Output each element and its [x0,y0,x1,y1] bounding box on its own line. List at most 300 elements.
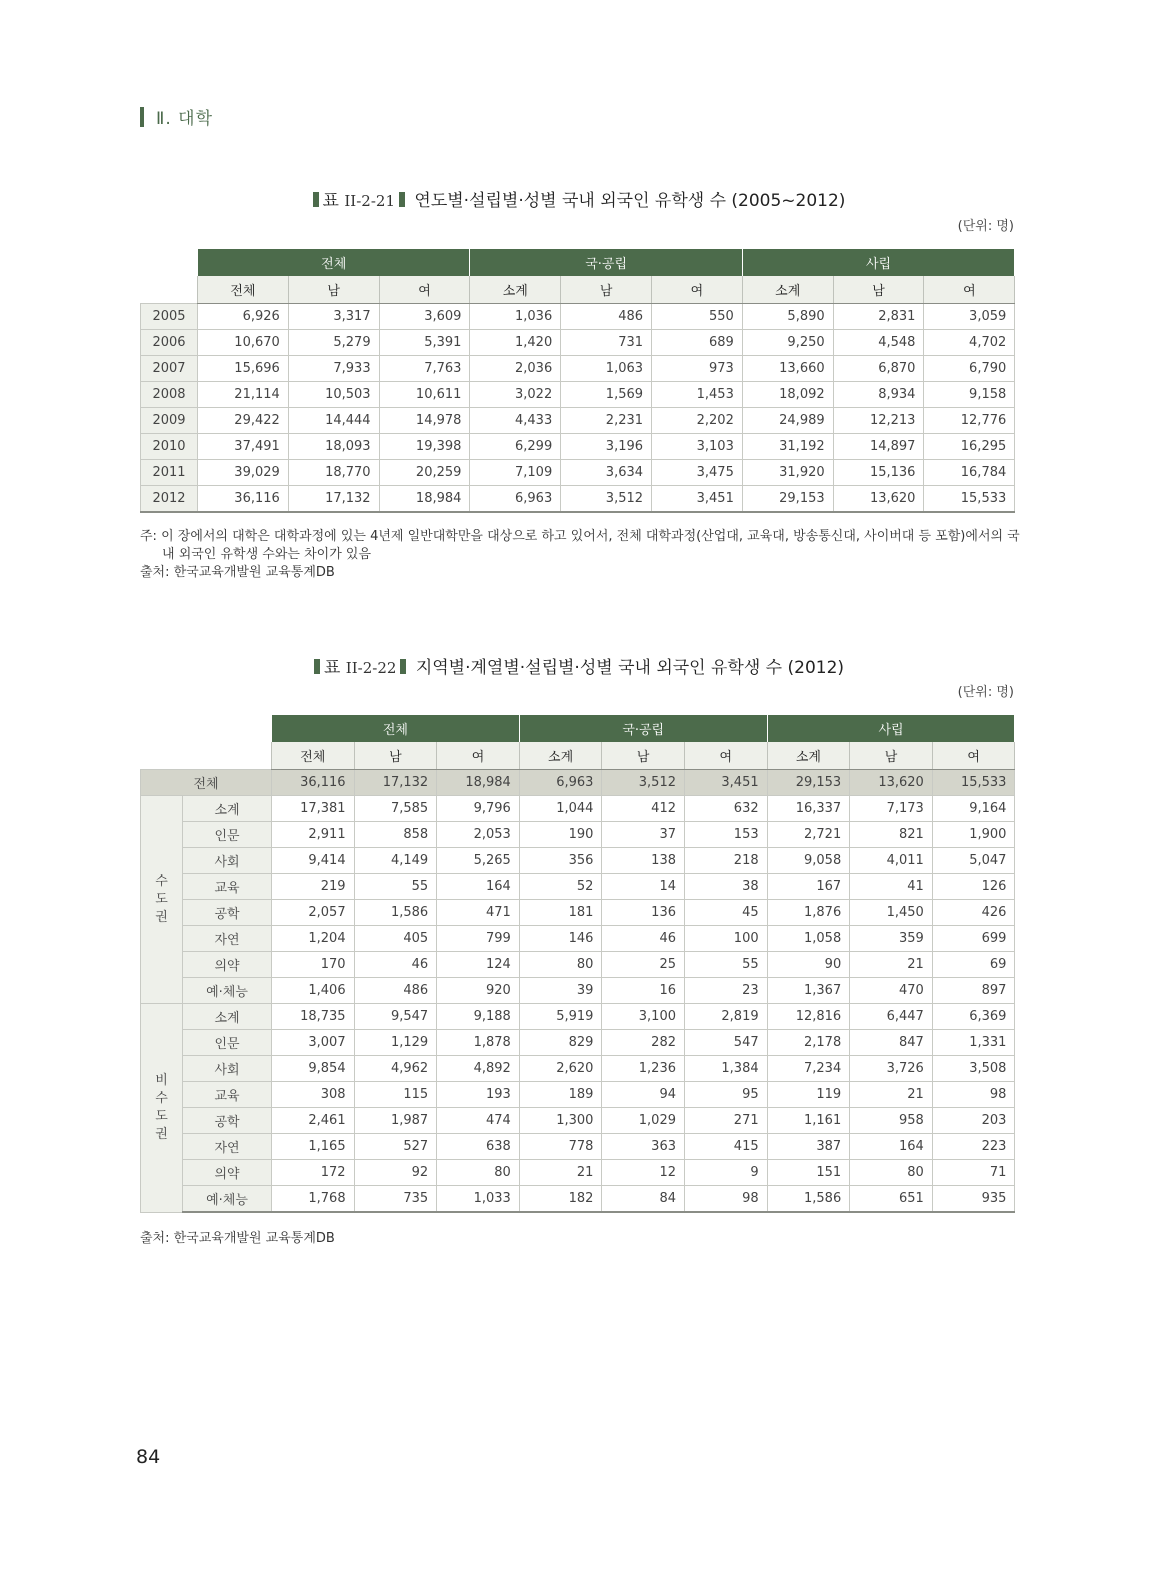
data-cell: 10,611 [379,382,470,408]
table1 [140,249,1015,513]
data-cell: 5,919 [519,1004,602,1030]
data-cell: 9,250 [742,330,833,356]
field-label-cell: 교육 [183,874,272,900]
data-cell: 6,447 [850,1004,933,1030]
data-cell: 3,059 [924,304,1015,330]
data-cell: 1,586 [767,1186,850,1213]
data-cell: 21 [850,952,933,978]
data-cell: 172 [272,1160,355,1186]
column-header: 소계 [767,742,850,770]
data-cell: 3,196 [561,434,652,460]
data-cell: 1,204 [272,926,355,952]
data-cell: 12,776 [924,408,1015,434]
field-label-cell: 의약 [183,952,272,978]
data-cell: 1,331 [932,1030,1015,1056]
note-line: 주: 이 장에서의 대학은 대학과정에 있는 4년제 일반대학만을 대상으로 하고 있어서, 전체 대학과정(산업대, 교육대, 방송통신대, 사이버대 등 포함)에서의 국 [140,529,1020,544]
title-marker-icon [313,192,319,207]
data-cell: 4,433 [470,408,561,434]
data-cell: 7,173 [850,796,933,822]
data-cell: 3,022 [470,382,561,408]
data-cell: 9,158 [924,382,1015,408]
table-row [141,486,1015,513]
data-cell: 124 [437,952,520,978]
field-label-cell: 소계 [183,1004,272,1030]
column-header: 소계 [519,742,602,770]
data-cell: 3,475 [652,460,743,486]
year-cell: 2005 [141,304,198,330]
data-cell: 271 [685,1108,768,1134]
data-cell: 1,586 [354,900,437,926]
table1-title-text: 연도별·설립별·성별 국내 외국인 유학생 수 (2005~2012) [414,191,846,211]
total-row [141,770,1015,796]
data-cell: 1,236 [602,1056,685,1082]
data-cell: 19,398 [379,434,470,460]
column-header: 여 [379,276,470,304]
title-marker-icon [314,659,320,674]
data-cell: 46 [354,952,437,978]
table-row [141,978,1015,1004]
data-cell: 4,548 [833,330,924,356]
data-cell: 9,414 [272,848,355,874]
data-cell: 15,533 [932,770,1015,796]
data-cell: 17,381 [272,796,355,822]
data-cell: 1,367 [767,978,850,1004]
data-cell: 23 [685,978,768,1004]
data-cell: 474 [437,1108,520,1134]
column-header: 전체 [198,276,289,304]
data-cell: 151 [767,1160,850,1186]
table-row [141,382,1015,408]
data-cell: 550 [652,304,743,330]
data-cell: 9,188 [437,1004,520,1030]
data-cell: 13,620 [850,770,933,796]
data-cell: 1,900 [932,822,1015,848]
data-cell: 282 [602,1030,685,1056]
data-cell: 21 [519,1160,602,1186]
data-cell: 7,109 [470,460,561,486]
data-cell: 31,920 [742,460,833,486]
data-cell: 3,007 [272,1030,355,1056]
data-cell: 1,450 [850,900,933,926]
group-header: 사립 [767,715,1015,742]
table-row [141,900,1015,926]
data-cell: 1,063 [561,356,652,382]
data-cell: 9,796 [437,796,520,822]
data-cell: 3,726 [850,1056,933,1082]
data-cell: 2,178 [767,1030,850,1056]
data-cell: 4,149 [354,848,437,874]
table2-title-prefix: 표 [323,658,341,678]
data-cell: 18,984 [437,770,520,796]
data-cell: 6,870 [833,356,924,382]
data-cell: 527 [354,1134,437,1160]
table2-subheader-row [141,742,1015,770]
data-cell: 6,963 [470,486,561,513]
data-cell: 136 [602,900,685,926]
data-cell: 735 [354,1186,437,1213]
table-row [141,796,1015,822]
data-cell: 12,213 [833,408,924,434]
data-cell: 6,963 [519,770,602,796]
title-marker-icon [400,659,406,674]
data-cell: 14 [602,874,685,900]
data-cell: 36,116 [272,770,355,796]
data-cell: 16,295 [924,434,1015,460]
data-cell: 39,029 [198,460,289,486]
data-cell: 7,234 [767,1056,850,1082]
data-cell: 356 [519,848,602,874]
data-cell: 470 [850,978,933,1004]
data-cell: 4,962 [354,1056,437,1082]
data-cell: 359 [850,926,933,952]
data-cell: 90 [767,952,850,978]
data-cell: 14,897 [833,434,924,460]
year-cell: 2008 [141,382,198,408]
data-cell: 138 [602,848,685,874]
data-cell: 632 [685,796,768,822]
data-cell: 651 [850,1186,933,1213]
table-row [141,926,1015,952]
data-cell: 46 [602,926,685,952]
data-cell: 3,512 [602,770,685,796]
data-cell: 731 [561,330,652,356]
data-cell: 6,299 [470,434,561,460]
year-cell: 2007 [141,356,198,382]
group-header: 국·공립 [470,249,742,276]
table-row [141,874,1015,900]
data-cell: 1,029 [602,1108,685,1134]
table1-group-row [141,249,1015,276]
field-label-cell: 공학 [183,900,272,926]
title-marker-icon [399,192,405,207]
table-row [141,1134,1015,1160]
data-cell: 7,763 [379,356,470,382]
table-row [141,460,1015,486]
data-cell: 1,878 [437,1030,520,1056]
column-header: 남 [354,742,437,770]
data-cell: 170 [272,952,355,978]
data-cell: 3,634 [561,460,652,486]
data-cell: 52 [519,874,602,900]
table2-title [140,653,1014,678]
data-cell: 3,103 [652,434,743,460]
data-cell: 5,265 [437,848,520,874]
data-cell: 3,451 [652,486,743,513]
table-row [141,1056,1015,1082]
column-header: 남 [288,276,379,304]
data-cell: 935 [932,1186,1015,1213]
data-cell: 80 [437,1160,520,1186]
data-cell: 38 [685,874,768,900]
data-cell: 4,892 [437,1056,520,1082]
data-cell: 37,491 [198,434,289,460]
data-cell: 17,132 [354,770,437,796]
data-cell: 18,984 [379,486,470,513]
data-cell: 2,053 [437,822,520,848]
note-line: 내 외국인 유학생 수와는 차이가 있음 [162,547,372,562]
data-cell: 1,165 [272,1134,355,1160]
data-cell: 1,161 [767,1108,850,1134]
table-row [141,408,1015,434]
data-cell: 405 [354,926,437,952]
year-cell: 2006 [141,330,198,356]
field-label-cell: 인문 [183,822,272,848]
column-header: 여 [685,742,768,770]
data-cell: 2,231 [561,408,652,434]
data-cell: 21,114 [198,382,289,408]
table2-group-row [141,715,1015,742]
data-cell: 164 [850,1134,933,1160]
data-cell: 5,047 [932,848,1015,874]
data-cell: 9,058 [767,848,850,874]
group-header: 전체 [272,715,520,742]
corner-cell [141,249,198,276]
table-row [141,1108,1015,1134]
region-cell [141,796,183,1004]
data-cell: 29,422 [198,408,289,434]
data-cell: 21 [850,1082,933,1108]
field-label-cell: 사회 [183,1056,272,1082]
table-row [141,952,1015,978]
data-cell: 84 [602,1186,685,1213]
data-cell: 219 [272,874,355,900]
section-title: Ⅱ. 대학 [156,109,214,129]
field-label-cell: 공학 [183,1108,272,1134]
data-cell: 119 [767,1082,850,1108]
data-cell: 2,461 [272,1108,355,1134]
table1-source: 출처: 한국교육개발원 교육통계DB [140,565,335,580]
data-cell: 4,011 [850,848,933,874]
data-cell: 182 [519,1186,602,1213]
table-row [141,1030,1015,1056]
data-cell: 24,989 [742,408,833,434]
data-cell: 799 [437,926,520,952]
data-cell: 95 [685,1082,768,1108]
year-cell: 2012 [141,486,198,513]
data-cell: 1,033 [437,1186,520,1213]
data-cell: 18,735 [272,1004,355,1030]
table1-note [140,528,1020,582]
field-label-cell: 자연 [183,926,272,952]
data-cell: 164 [437,874,520,900]
data-cell: 3,100 [602,1004,685,1030]
table-row [141,330,1015,356]
data-cell: 1,406 [272,978,355,1004]
data-cell: 12,816 [767,1004,850,1030]
table1-title-prefix: 표 [322,191,339,211]
data-cell: 12 [602,1160,685,1186]
data-cell: 203 [932,1108,1015,1134]
data-cell: 9 [685,1160,768,1186]
data-cell: 2,036 [470,356,561,382]
data-cell: 3,609 [379,304,470,330]
field-label-cell: 의약 [183,1160,272,1186]
data-cell: 193 [437,1082,520,1108]
data-cell: 7,933 [288,356,379,382]
data-cell: 223 [932,1134,1015,1160]
data-cell: 92 [354,1160,437,1186]
data-cell: 9,547 [354,1004,437,1030]
total-label-cell: 전체 [141,770,272,796]
data-cell: 2,819 [685,1004,768,1030]
data-cell: 45 [685,900,768,926]
table-row [141,822,1015,848]
data-cell: 15,696 [198,356,289,382]
data-cell: 14,978 [379,408,470,434]
table2-title-text: 지역별·계열별·설립별·성별 국내 외국인 유학생 수 (2012) [415,658,845,678]
section-header [140,104,213,129]
data-cell: 847 [850,1030,933,1056]
data-cell: 2,202 [652,408,743,434]
data-cell: 3,317 [288,304,379,330]
data-cell: 6,926 [198,304,289,330]
data-cell: 3,508 [932,1056,1015,1082]
data-cell: 5,279 [288,330,379,356]
year-cell: 2010 [141,434,198,460]
corner-cell [141,276,198,304]
year-cell: 2009 [141,408,198,434]
table2-title-number: II-2-22 [345,659,397,677]
data-cell: 486 [561,304,652,330]
data-cell: 15,136 [833,460,924,486]
data-cell: 6,369 [932,1004,1015,1030]
data-cell: 17,132 [288,486,379,513]
data-cell: 29,153 [742,486,833,513]
data-cell: 973 [652,356,743,382]
data-cell: 5,391 [379,330,470,356]
data-cell: 18,092 [742,382,833,408]
table-row [141,848,1015,874]
data-cell: 181 [519,900,602,926]
data-cell: 1,768 [272,1186,355,1213]
table2-source: 출처: 한국교육개발원 교육통계DB [140,1231,335,1246]
data-cell: 18,093 [288,434,379,460]
field-label-cell: 예·체능 [183,978,272,1004]
data-cell: 18,770 [288,460,379,486]
data-cell: 190 [519,822,602,848]
data-cell: 15,533 [924,486,1015,513]
data-cell: 1,569 [561,382,652,408]
year-cell: 2011 [141,460,198,486]
data-cell: 1,044 [519,796,602,822]
group-header: 국·공립 [519,715,767,742]
data-cell: 9,854 [272,1056,355,1082]
data-cell: 10,670 [198,330,289,356]
data-cell: 858 [354,822,437,848]
table2-unit: (단위: 명) [957,685,1014,700]
section-marker [140,107,144,127]
data-cell: 1,300 [519,1108,602,1134]
data-cell: 10,503 [288,382,379,408]
region-label: 비수도권 [155,1072,168,1142]
field-label-cell: 자연 [183,1134,272,1160]
data-cell: 1,036 [470,304,561,330]
field-label-cell: 소계 [183,796,272,822]
data-cell: 71 [932,1160,1015,1186]
table-row [141,1186,1015,1213]
data-cell: 146 [519,926,602,952]
data-cell: 547 [685,1030,768,1056]
table-row [141,434,1015,460]
table-row [141,1082,1015,1108]
data-cell: 1,058 [767,926,850,952]
data-cell: 16,784 [924,460,1015,486]
data-cell: 2,057 [272,900,355,926]
data-cell: 2,620 [519,1056,602,1082]
data-cell: 829 [519,1030,602,1056]
data-cell: 153 [685,822,768,848]
page-number: 84 [136,1446,161,1468]
table-row [141,1004,1015,1030]
data-cell: 115 [354,1082,437,1108]
data-cell: 167 [767,874,850,900]
data-cell: 80 [850,1160,933,1186]
data-cell: 8,934 [833,382,924,408]
data-cell: 958 [850,1108,933,1134]
data-cell: 1,129 [354,1030,437,1056]
data-cell: 189 [519,1082,602,1108]
column-header: 소계 [470,276,561,304]
table1-unit: (단위: 명) [957,219,1014,234]
data-cell: 13,660 [742,356,833,382]
column-header: 소계 [742,276,833,304]
data-cell: 9,164 [932,796,1015,822]
corner-cell [141,742,272,770]
data-cell: 98 [932,1082,1015,1108]
column-header: 여 [652,276,743,304]
data-cell: 218 [685,848,768,874]
data-cell: 821 [850,822,933,848]
table1-title [140,186,1014,211]
data-cell: 387 [767,1134,850,1160]
column-header: 여 [924,276,1015,304]
data-cell: 920 [437,978,520,1004]
data-cell: 100 [685,926,768,952]
data-cell: 426 [932,900,1015,926]
data-cell: 98 [685,1186,768,1213]
field-label-cell: 예·체능 [183,1186,272,1213]
column-header: 남 [833,276,924,304]
data-cell: 6,790 [924,356,1015,382]
column-header: 전체 [272,742,355,770]
data-cell: 1,453 [652,382,743,408]
data-cell: 1,987 [354,1108,437,1134]
data-cell: 126 [932,874,1015,900]
data-cell: 37 [602,822,685,848]
column-header: 여 [932,742,1015,770]
data-cell: 412 [602,796,685,822]
field-label-cell: 인문 [183,1030,272,1056]
data-cell: 14,444 [288,408,379,434]
data-cell: 55 [685,952,768,978]
data-cell: 31,192 [742,434,833,460]
data-cell: 36,116 [198,486,289,513]
data-cell: 2,831 [833,304,924,330]
data-cell: 16,337 [767,796,850,822]
data-cell: 5,890 [742,304,833,330]
table1-subheader-row [141,276,1015,304]
data-cell: 16 [602,978,685,1004]
data-cell: 25 [602,952,685,978]
region-label: 수도권 [155,873,168,925]
data-cell: 363 [602,1134,685,1160]
data-cell: 699 [932,926,1015,952]
data-cell: 55 [354,874,437,900]
data-cell: 39 [519,978,602,1004]
data-cell: 2,721 [767,822,850,848]
group-header: 전체 [198,249,470,276]
table1-title-number: II-2-21 [344,192,395,210]
